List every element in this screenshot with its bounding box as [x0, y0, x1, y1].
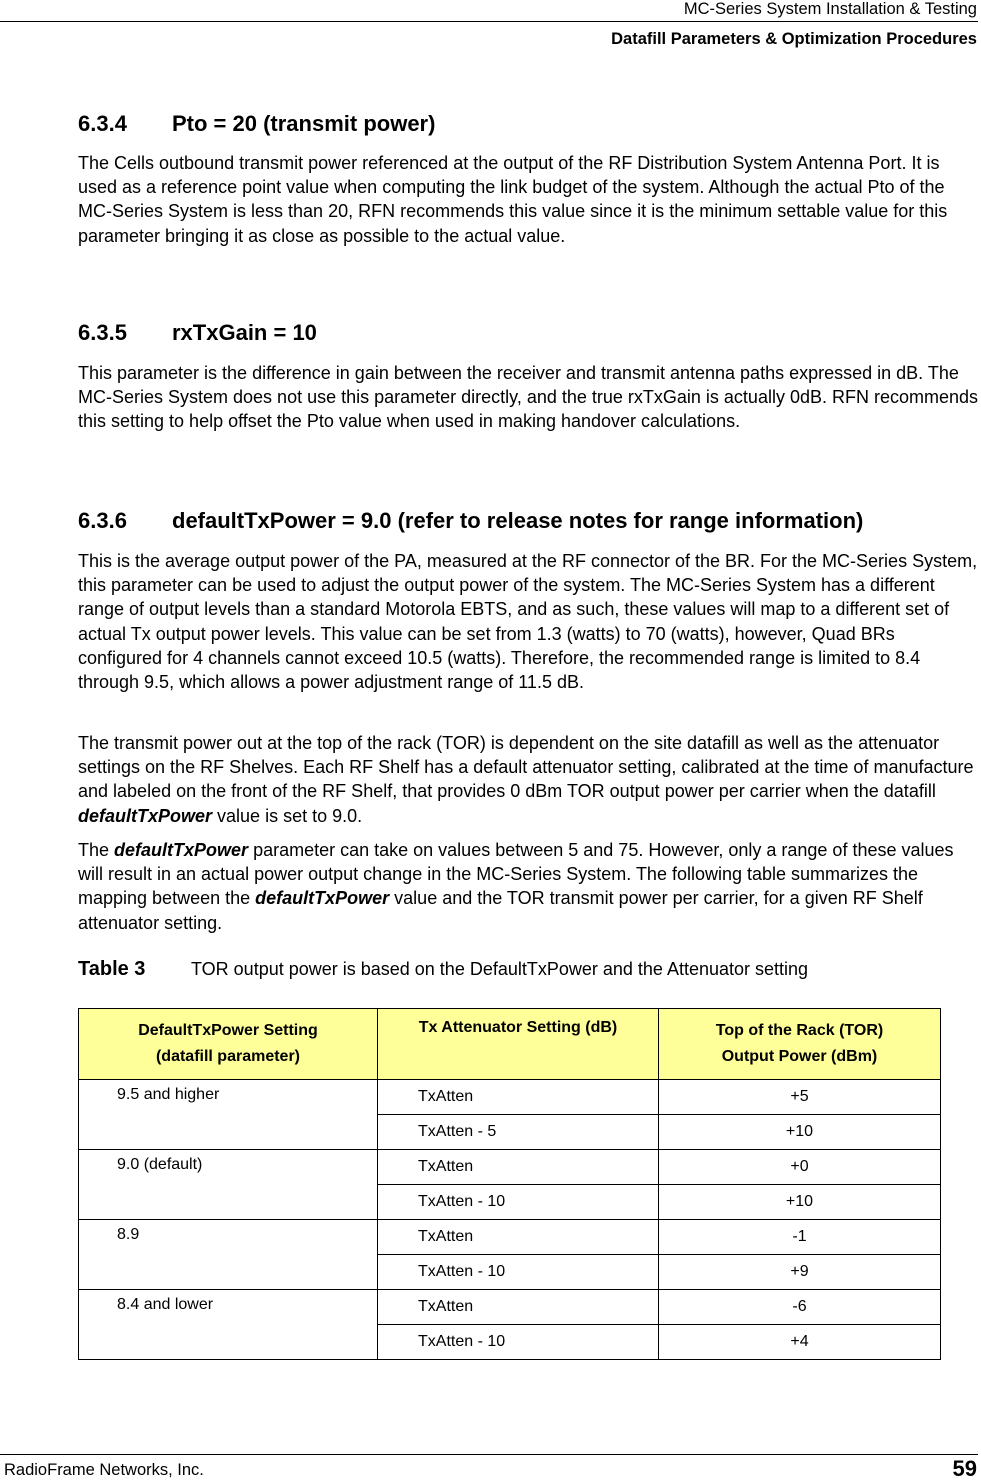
text-run: value is set to 9.0. [212, 805, 363, 826]
section-heading-6-3-5 [78, 320, 317, 346]
power-cell: -6 [659, 1290, 941, 1325]
table-row [79, 1290, 941, 1325]
attenuator-cell: TxAtten - 10 [378, 1325, 659, 1360]
power-cell: +9 [659, 1255, 941, 1290]
tor-output-table [78, 1008, 941, 1360]
section-number: 6.3.6 [78, 508, 127, 533]
table-header-row [79, 1009, 941, 1080]
term-defaulttxpower: defaultTxPower [78, 805, 213, 826]
header-line: Output Power (dBm) [721, 1048, 878, 1065]
setting-cell: 8.4 and lower [79, 1290, 378, 1360]
header-line: DefaultTxPower Setting [138, 1022, 318, 1039]
power-cell: +0 [659, 1150, 941, 1185]
attenuator-cell: TxAtten - 5 [378, 1115, 659, 1150]
attenuator-cell: TxAtten - 10 [378, 1255, 659, 1290]
header-tor-power [659, 1009, 941, 1080]
text-run: The transmit power out at the top of the rack (TOR) is dependent on the site datafill as well as the attenuator settings on the RF Shelves. Each RF Shelf has a default attenuator setting, calibrated at the time of manufacture and labeled on the front of the RF Shelf, that provides 0 dBm TOR output power per carrier when the datafill [78, 733, 974, 802]
section-heading-6-3-4 [78, 111, 435, 137]
attenuator-cell: TxAtten [378, 1150, 659, 1185]
table-row [79, 1220, 941, 1255]
power-cell: -1 [659, 1220, 941, 1255]
footer-rule [0, 1454, 978, 1455]
paragraph-rxtxgain: This parameter is the difference in gain between the receiver and transmit antenna paths expressed in dB. The MC-Series System does not use this parameter directly, and the true rxTxGain is actually 0dB. RFN recommends this setting to help offset the Pto value when used in making handover calculations. [78, 363, 979, 432]
setting-cell: 9.0 (default) [79, 1150, 378, 1220]
term-defaulttxpower: defaultTxPower [114, 840, 249, 860]
header-setting [79, 1009, 378, 1080]
paragraph-defaulttxpower-2 [78, 731, 981, 828]
header-rule [0, 21, 978, 22]
paragraph-pto: The Cells outbound transmit power referenced at the output of the RF Distribution System Antenna Port. It is used as a reference point value when computing the link budget of the system. Although the actual Pto of the MC-Series System is less than 20, RFN recommends this value since it is the minimum settable value for this parameter bringing it as close as possible to the actual value. [78, 153, 948, 246]
page-number: 59 [952, 1456, 977, 1481]
running-header-title: MC-Series System Installation & Testing [683, 0, 977, 18]
text-run: The [78, 840, 115, 860]
attenuator-cell: TxAtten [378, 1290, 659, 1325]
section-title: Pto = 20 (transmit power) [172, 111, 436, 136]
header-attenuator [378, 1009, 659, 1080]
section-title: rxTxGain = 10 [172, 320, 317, 345]
table-caption-label: Table 3 [78, 958, 146, 980]
paragraph-defaulttxpower-3 [78, 838, 981, 935]
term-defaulttxpower: defaultTxPower [255, 888, 390, 909]
table-caption [78, 958, 808, 981]
attenuator-cell: TxAtten [378, 1220, 659, 1255]
setting-cell: 8.9 [79, 1220, 378, 1290]
section-number: 6.3.4 [78, 111, 127, 136]
header-line: Top of the Rack (TOR) [715, 1022, 884, 1039]
table-row [79, 1150, 941, 1185]
running-header-subtitle: Datafill Parameters & Optimization Procedures [611, 30, 977, 48]
attenuator-cell: TxAtten [378, 1080, 659, 1115]
power-cell: +5 [659, 1080, 941, 1115]
power-cell: +10 [659, 1185, 941, 1220]
power-cell: +10 [659, 1115, 941, 1150]
table-row [79, 1080, 941, 1115]
paragraph-defaulttxpower-1: This is the average output power of the PA, measured at the RF connector of the BR. For the MC-Series System, this parameter can be used to adjust the output power of the system. The MC-Series System has a different range of output levels than a standard Motorola EBTS, and as such, these values will map to a different set of actual Tx output power levels. This value can be set from 1.3 (watts) to 70 (watts), however, Quad BRs configured for 4 channels cannot exceed 10.5 (watts). Therefore, the recommended range is limited to 8.4 through 9.5, which allows a power adjustment range of 11.5 dB. [78, 551, 978, 693]
table-caption-text: TOR output power is based on the DefaultTxPower and the Attenuator setting [191, 959, 809, 979]
footer-company: RadioFrame Networks, Inc. [4, 1461, 204, 1479]
setting-cell: 9.5 and higher [79, 1080, 378, 1150]
header-line: Tx Attenuator Setting (dB) [418, 1019, 618, 1036]
header-line: (datafill parameter) [155, 1048, 301, 1065]
section-number: 6.3.5 [78, 320, 127, 345]
text-run: parameter can take on values between 5 and 75. However, only a range of these values will result in an actual power output change in the MC-Series System. The following table summarizes the mapping between the [78, 840, 954, 909]
section-heading-6-3-6 [78, 508, 863, 534]
power-cell: +4 [659, 1325, 941, 1360]
attenuator-cell: TxAtten - 10 [378, 1185, 659, 1220]
section-title: defaultTxPower = 9.0 (refer to release notes for range information) [172, 508, 864, 533]
text-run: value and the TOR transmit power per carrier, for a given RF Shelf attenuator setting. [78, 888, 923, 933]
